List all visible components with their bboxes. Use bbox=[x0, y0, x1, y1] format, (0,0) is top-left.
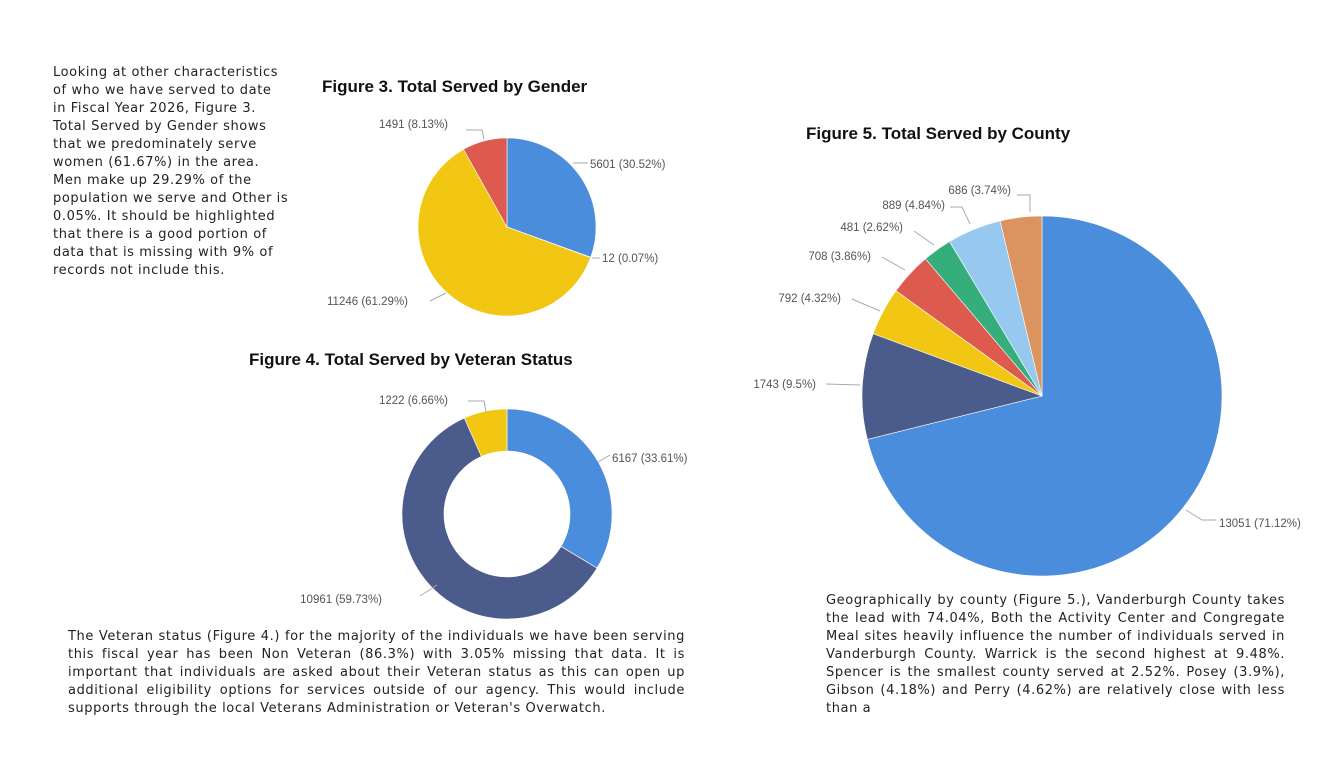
gender-pie-chart bbox=[327, 119, 666, 316]
county-leader-line-4 bbox=[882, 257, 905, 270]
county-leader-line-5 bbox=[914, 231, 934, 245]
county-pie-chart bbox=[753, 185, 1301, 576]
county-data-label-6: 889 (4.84%) bbox=[882, 200, 945, 212]
county-leader-line-7 bbox=[1017, 195, 1030, 212]
figure-4-title: Figure 4. Total Served by Veteran Status bbox=[249, 350, 573, 369]
county-data-label-7: 686 (3.74%) bbox=[948, 185, 1011, 197]
gender-data-label-4: 1491 (8.13%) bbox=[378, 119, 448, 131]
gender-data-label-3: 11246 (61.29%) bbox=[327, 296, 408, 308]
gender-leader-line-3 bbox=[430, 293, 446, 301]
gender-data-label-1: 5601 (30.52%) bbox=[590, 159, 666, 171]
county-data-label-1: 13051 (71.12%) bbox=[1219, 518, 1301, 530]
veteran-data-label-1: 6167 (33.61%) bbox=[612, 453, 688, 465]
county-data-label-5: 481 (2.62%) bbox=[840, 222, 903, 234]
figure-5-title: Figure 5. Total Served by County bbox=[806, 124, 1071, 143]
county-leader-line-3 bbox=[852, 299, 880, 311]
veteran-leader-line-2 bbox=[420, 585, 437, 596]
county-data-label-4: 708 (3.86%) bbox=[808, 251, 871, 263]
veteran-leader-line-1 bbox=[598, 455, 610, 462]
county-leader-line-1 bbox=[1186, 510, 1216, 520]
county-leader-line-6 bbox=[950, 207, 970, 224]
intro-paragraph: Looking at other characteristics of who we have served to date in Fiscal Year 2026, Figure 3. Total Served by Gender shows that we predominately serve women (61.67%) in the area. Men make up 29.29% of the population we serve and Other is 0.05%. It should be highlighted that there is a good portion of data that is missing with 9% of records not include this. bbox=[53, 65, 289, 278]
veteran-data-label-3: 1222 (6.66%) bbox=[378, 395, 448, 407]
veteran-paragraph: The Veteran status (Figure 4.) for the majority of the individuals we have been serving this fiscal year has been Non Veteran (86.3%) with 3.05% missing that data. It is important that individuals are asked about their Veteran status as this can open up additional eligibility options for services outside of our agency. This would include supports through the local Veterans Administration or Veteran's Overwatch. bbox=[68, 629, 685, 716]
veteran-donut-chart bbox=[300, 395, 687, 619]
gender-data-label-2: 12 (0.07%) bbox=[602, 253, 659, 265]
gender-leader-line-4 bbox=[466, 130, 484, 139]
veteran-data-label-2: 10961 (59.73%) bbox=[300, 594, 382, 606]
veteran-slice-1 bbox=[507, 409, 612, 568]
county-leader-line-2 bbox=[826, 384, 860, 385]
county-paragraph: Geographically by county (Figure 5.), Vanderburgh County takes the lead with 74.04%, Both the Activity Center and Congregate Meal sites heavily influence the number of individuals served in Vanderburgh County. Warrick is the second highest at 9.48%. Spencer is the smallest county served at 2.52%. Posey (3.9%), Gibson (4.18%) and Perry (4.62%) are relatively close with less than a bbox=[826, 593, 1285, 716]
veteran-leader-line-3 bbox=[468, 401, 486, 412]
county-data-label-3: 792 (4.32%) bbox=[778, 293, 841, 305]
figure-3-title: Figure 3. Total Served by Gender bbox=[322, 77, 588, 96]
county-data-label-2: 1743 (9.5%) bbox=[753, 379, 816, 391]
